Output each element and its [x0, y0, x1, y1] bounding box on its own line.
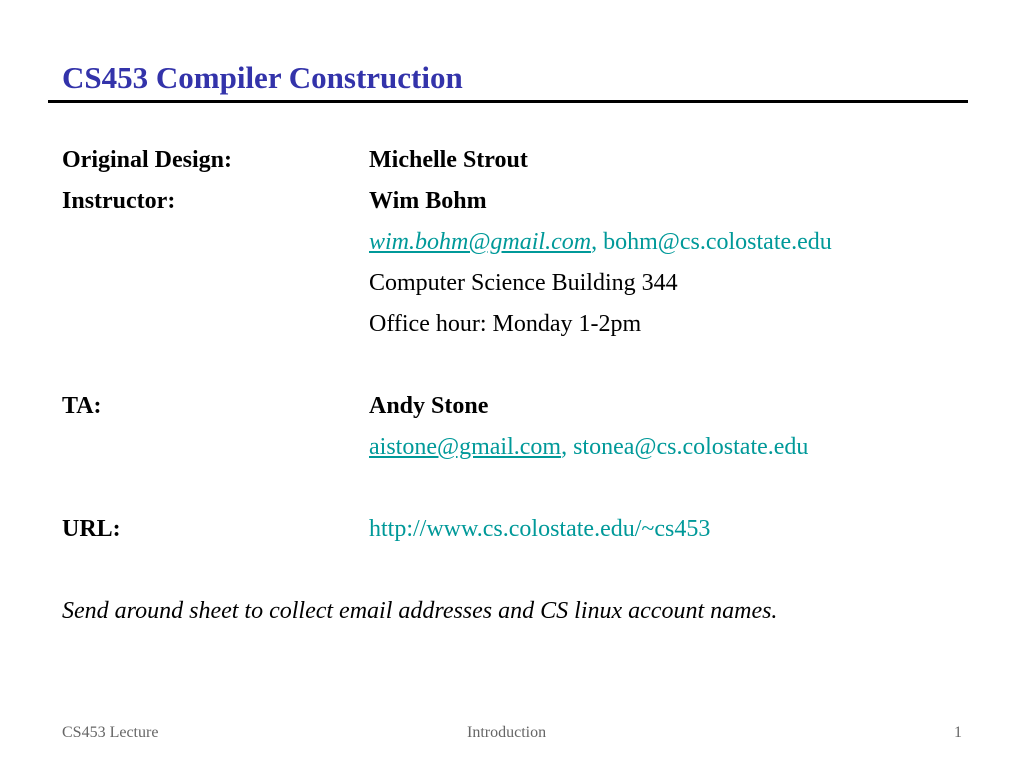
ta-emails: [369, 427, 808, 468]
original-design-value: Michelle Strout: [369, 147, 528, 173]
instructor-email-separator: ,: [591, 229, 598, 255]
footer-section: Introduction: [467, 724, 547, 741]
page-number: 1: [954, 724, 962, 741]
instructor-label: Instructor:: [62, 188, 176, 214]
instructor-emails: [369, 222, 832, 263]
instructor-office: Computer Science Building 344: [369, 270, 678, 296]
instructor-office-hour: Office hour: Monday 1-2pm: [369, 311, 642, 337]
instructor-email-primary-link[interactable]: wim.bohm@gmail.com: [369, 229, 592, 255]
ta-name: Andy Stone: [369, 393, 489, 419]
ta-label: TA:: [62, 393, 102, 419]
instructor-name: Wim Bohm: [369, 188, 487, 214]
instructor-email-secondary: bohm@cs.colostate.edu: [603, 229, 832, 255]
ta-email-primary-link[interactable]: aistone@gmail.com: [369, 434, 562, 460]
course-url: http://www.cs.colostate.edu/~cs453: [369, 516, 711, 542]
ta-email-separator: ,: [561, 434, 568, 460]
footer-course: CS453 Lecture: [62, 724, 159, 741]
title-divider: [48, 100, 968, 103]
slide-title: CS453 Compiler Construction: [62, 60, 463, 95]
ta-email-secondary: stonea@cs.colostate.edu: [573, 434, 809, 460]
original-design-label: Original Design:: [62, 147, 233, 173]
slide-note: Send around sheet to collect email addresses and CS linux account names.: [62, 598, 778, 624]
url-label: URL:: [62, 516, 121, 542]
